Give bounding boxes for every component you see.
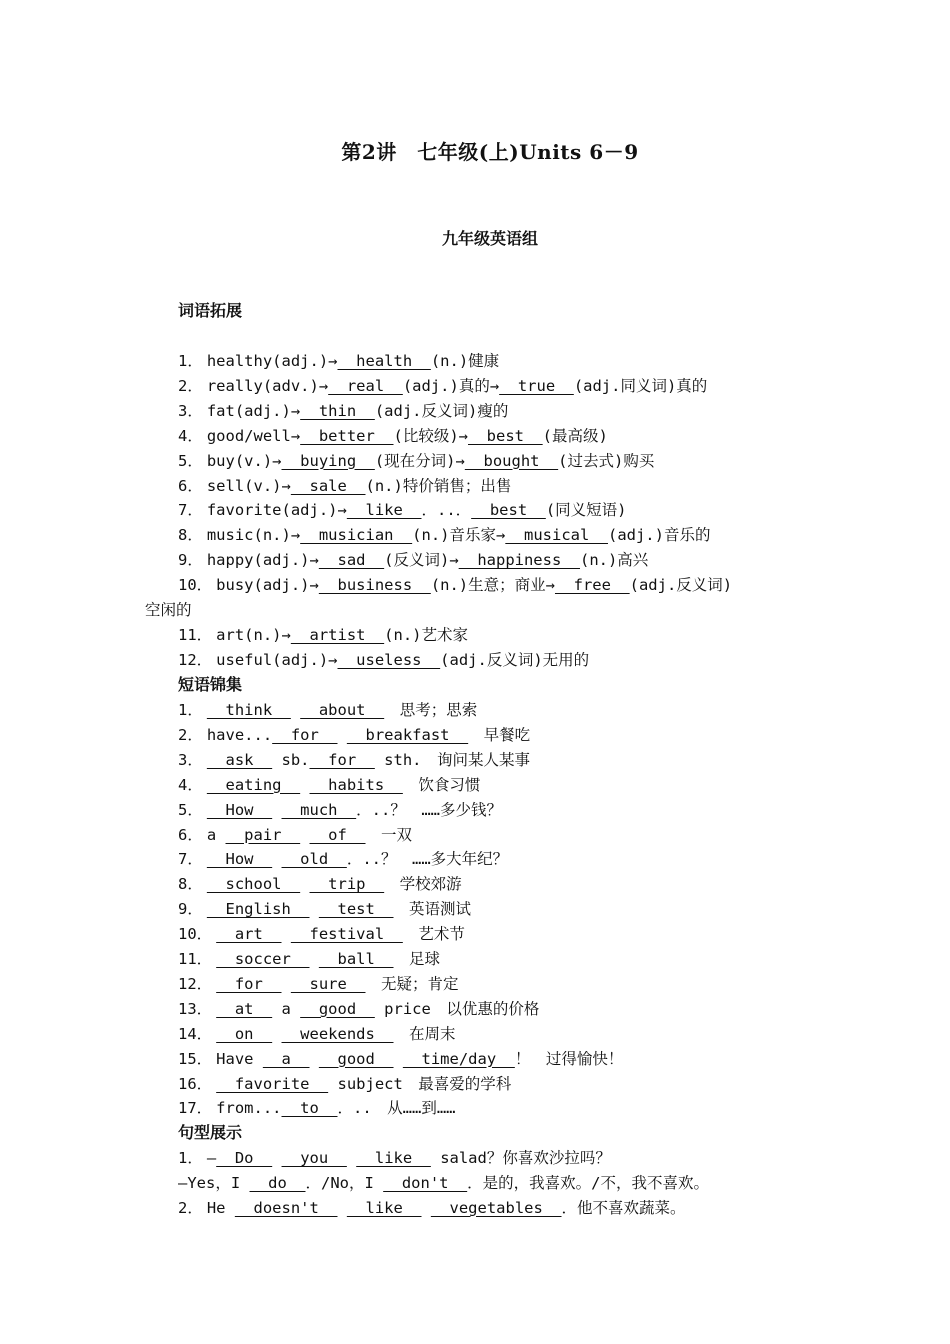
line-text: 学校郊游: [384, 875, 462, 894]
line-text: [272, 850, 281, 868]
line-text: have...: [206, 725, 273, 744]
line-text: [310, 900, 319, 918]
line-text: He: [206, 1198, 235, 1217]
answer-blank: best: [468, 426, 543, 445]
answer-blank: good: [300, 999, 375, 1018]
line-text: busy(adj.)→: [216, 576, 319, 595]
item-number: 12．: [178, 974, 213, 993]
answer-blank: old: [281, 850, 347, 869]
answer-blank: for: [216, 974, 282, 993]
words-line: [178, 476, 511, 496]
section-heading-phrases: 短语锦集: [178, 675, 243, 694]
phrases-line: [178, 899, 471, 919]
answer-blank: soccer: [216, 950, 310, 968]
item-number: 12．: [178, 650, 213, 669]
answer-blank: better: [300, 426, 394, 445]
answer-blank: to: [281, 1099, 338, 1118]
answer-blank: ask: [206, 750, 273, 769]
item-number: 9．: [178, 900, 203, 919]
answer-blank: much: [281, 800, 357, 819]
line-text: (现在分词)→: [374, 451, 465, 470]
words-line: [145, 600, 192, 620]
item-number: 13．: [178, 999, 213, 1018]
line-text: 饮食习惯: [402, 775, 481, 794]
item-number: 3．: [178, 401, 203, 420]
line-text: 艺术节: [402, 925, 465, 944]
sentences-line: [178, 1198, 686, 1218]
phrases-line: [178, 800, 502, 820]
line-text: [422, 1199, 431, 1217]
answer-blank: like: [356, 1149, 431, 1167]
line-text: [272, 1149, 281, 1167]
answer-blank: true: [499, 376, 574, 395]
answer-blank: sad: [318, 551, 385, 570]
answer-blank: of: [309, 825, 366, 844]
answer-blank: free: [554, 576, 630, 595]
line-text: 一双: [365, 825, 413, 844]
phrases-line: [178, 700, 477, 720]
item-number: 7．: [178, 501, 203, 520]
answer-blank: like: [346, 1198, 422, 1217]
item-number: 1．: [178, 701, 203, 719]
line-text: (n.)艺术家: [384, 625, 468, 644]
answer-blank: sale: [290, 476, 366, 495]
item-number: 8．: [178, 526, 203, 545]
line-text: [338, 1199, 347, 1217]
item-number: 11．: [178, 625, 213, 644]
line-text: (反义词)→: [384, 551, 459, 570]
answer-blank: bought: [464, 451, 559, 470]
answer-blank: eating: [206, 775, 301, 794]
line-text: sb.: [272, 750, 310, 769]
item-number: 3．: [178, 750, 203, 769]
answer-blank: artist: [290, 625, 385, 644]
line-text: (最高级): [542, 426, 608, 445]
line-text: (过去式)购买: [558, 451, 655, 470]
line-text: (adj.反义词)瘦的: [374, 401, 509, 420]
line-text: [282, 975, 291, 993]
line-text: ．/No，I: [305, 1173, 384, 1192]
line-text: ．..．: [421, 501, 472, 520]
phrases-line: [178, 1098, 456, 1118]
answer-blank: real: [328, 376, 403, 395]
line-text: art(n.)→: [216, 625, 291, 644]
line-text: [300, 875, 309, 893]
answer-blank: health: [337, 352, 431, 370]
phrases-line: [178, 725, 530, 745]
item-number: 10．: [178, 925, 213, 944]
item-number: 2．: [178, 376, 203, 395]
answer-blank: happiness: [458, 551, 580, 570]
line-text: healthy(adj.)→: [206, 352, 338, 370]
line-text: [272, 1025, 281, 1043]
line-text: sth. 询问某人某事: [374, 750, 530, 769]
words-line: [178, 650, 589, 670]
line-text: [347, 1149, 356, 1167]
line-text: 足球: [393, 950, 441, 968]
answer-blank: don't: [383, 1173, 468, 1192]
line-text: (adj.反义词)无用的: [440, 650, 590, 669]
answer-blank: pair: [225, 825, 301, 844]
phrases-line: [178, 775, 480, 795]
answer-blank: useless: [337, 650, 441, 669]
line-text: (同义短语): [545, 501, 627, 520]
line-text: 思考；思索: [384, 701, 478, 719]
line-text: a: [272, 999, 301, 1018]
line-text: good/well→: [206, 426, 301, 445]
answer-blank: thin: [300, 401, 375, 420]
line-text: (n.)生意；商业→: [430, 576, 555, 595]
line-text: (n.)高兴: [579, 551, 649, 570]
phrases-line: [178, 750, 530, 770]
line-text: (n.)音乐家→: [412, 526, 506, 545]
answer-blank: trip: [309, 875, 385, 894]
section-heading-sentences: 句型展示: [178, 1123, 243, 1142]
answer-blank: best: [471, 501, 546, 520]
line-text: (n.)特价销售；出售: [365, 476, 512, 495]
line-text: 空闲的: [145, 601, 192, 619]
line-text: subject 最喜爱的学科: [328, 1074, 512, 1093]
answer-blank: time/day: [402, 1049, 515, 1068]
page-title: 第2讲 七年级(上)Units 6－9: [341, 140, 639, 164]
answer-blank: habits: [309, 775, 403, 794]
words-line: [178, 451, 654, 471]
answer-blank: buying: [281, 451, 375, 470]
item-number: 4．: [178, 775, 203, 794]
answer-blank: musical: [505, 526, 608, 545]
answer-blank: vegetables: [430, 1198, 562, 1217]
words-line: [178, 500, 626, 520]
phrases-line: [178, 1049, 623, 1069]
line-text: 无疑；肯定: [365, 974, 459, 993]
answer-blank: do: [249, 1173, 306, 1192]
line-text: ！ 过得愉快！: [514, 1049, 624, 1068]
item-number: 17．: [178, 1099, 213, 1118]
line-text: [310, 950, 319, 968]
answer-blank: doesn't: [234, 1198, 338, 1217]
line-text: Have: [216, 1049, 263, 1068]
line-text: (adj.反义词): [629, 576, 733, 595]
answer-blank: ball: [318, 950, 394, 968]
item-number: 1．: [178, 352, 203, 370]
answer-blank: think: [206, 701, 291, 719]
page-subtitle: 九年级英语组: [441, 229, 538, 248]
line-text: ．是的，我喜欢。/不，我不喜欢。: [467, 1173, 710, 1192]
sentences-line: [178, 1148, 611, 1168]
line-text: 早餐吃: [468, 725, 531, 744]
line-text: —: [206, 1149, 217, 1167]
item-number: 2．: [178, 1198, 203, 1217]
answer-blank: on: [216, 1024, 273, 1043]
line-text: really(adv.)→: [206, 376, 329, 395]
line-text: a: [206, 825, 226, 844]
phrases-line: [178, 999, 539, 1019]
words-line: [178, 351, 499, 371]
answer-blank: for: [309, 750, 375, 769]
line-text: fat(adj.)→: [206, 401, 301, 420]
answer-blank: How: [206, 800, 273, 819]
answer-blank: musician: [300, 526, 413, 545]
phrases-line: [178, 849, 508, 869]
answer-blank: English: [206, 900, 310, 919]
phrases-line: [178, 874, 462, 894]
line-text: (adj.)真的→: [402, 376, 500, 395]
answer-blank: like: [346, 501, 422, 520]
line-text: (adj.同义词)真的: [573, 376, 708, 395]
item-number: 10．: [178, 576, 213, 595]
item-number: 15．: [178, 1049, 213, 1068]
item-number: 6．: [178, 825, 203, 844]
line-text: [394, 1050, 403, 1068]
item-number: 2．: [178, 725, 203, 744]
words-line: [178, 550, 648, 570]
line-text: ．他不喜欢蔬菜。: [561, 1198, 686, 1217]
item-number: 1．: [178, 1149, 203, 1167]
line-text: [291, 701, 300, 719]
answer-blank: for: [272, 725, 338, 744]
line-text: favorite(adj.)→: [206, 501, 347, 520]
line-text: (n.)健康: [430, 352, 500, 370]
answer-blank: art: [216, 925, 282, 944]
answer-blank: you: [281, 1149, 347, 1167]
answer-blank: weekends: [281, 1024, 394, 1043]
line-text: [310, 1050, 319, 1068]
line-text: price 以优惠的价格: [374, 999, 540, 1018]
section-heading-words: 词语拓展: [178, 301, 243, 320]
answer-blank: business: [318, 576, 431, 595]
words-line: [178, 376, 707, 396]
answer-blank: How: [206, 850, 273, 869]
item-number: 4．: [178, 426, 203, 445]
answer-blank: a: [262, 1049, 310, 1068]
line-text: (adj.)音乐的: [607, 526, 711, 545]
phrases-line: [178, 974, 459, 994]
line-text: (比较级)→: [393, 426, 468, 445]
line-text: salad？你喜欢沙拉吗？: [430, 1149, 611, 1167]
sentences-line: [178, 1173, 709, 1193]
item-number: 16．: [178, 1074, 213, 1093]
line-text: 在周末: [393, 1024, 456, 1043]
answer-blank: favorite: [216, 1074, 329, 1093]
line-text: —Yes，I: [178, 1173, 250, 1192]
line-text: happy(adj.)→: [206, 551, 319, 570]
words-line: [178, 426, 608, 446]
item-number: 7．: [178, 850, 203, 869]
answer-blank: at: [216, 999, 273, 1018]
answer-blank: sure: [290, 974, 366, 993]
line-text: useful(adj.)→: [216, 650, 338, 669]
answer-blank: good: [318, 1049, 394, 1068]
line-text: ．.. 从……到……: [337, 1099, 456, 1118]
item-number: 11．: [178, 950, 213, 968]
item-number: 9．: [178, 551, 203, 570]
line-text: [338, 726, 347, 744]
answer-blank: about: [300, 701, 385, 719]
phrases-line: [178, 825, 412, 845]
line-text: [282, 925, 291, 943]
words-line: [178, 525, 710, 545]
answer-blank: test: [318, 900, 394, 919]
line-text: from...: [216, 1099, 282, 1118]
answer-blank: Do: [216, 1149, 273, 1167]
phrases-line: [178, 924, 465, 944]
line-text: [272, 801, 281, 819]
line-text: [300, 776, 309, 794]
line-text: music(n.)→: [206, 526, 301, 545]
line-text: buy(v.)→: [206, 451, 282, 470]
words-line: [178, 401, 508, 421]
phrases-line: [178, 1024, 456, 1044]
line-text: 英语测试: [393, 900, 472, 919]
line-text: ．..？ ……多大年纪？: [346, 850, 509, 869]
item-number: 14．: [178, 1024, 213, 1043]
phrases-line: [178, 1074, 511, 1094]
answer-blank: school: [206, 875, 301, 894]
answer-blank: festival: [290, 925, 403, 944]
item-number: 8．: [178, 875, 203, 894]
words-line: [178, 625, 468, 645]
line-text: [300, 826, 309, 844]
item-number: 5．: [178, 451, 203, 470]
item-number: 6．: [178, 476, 203, 495]
phrases-line: [178, 949, 440, 969]
item-number: 5．: [178, 800, 203, 819]
line-text: sell(v.)→: [206, 476, 291, 495]
answer-blank: breakfast: [346, 725, 469, 744]
words-line: [178, 575, 732, 595]
line-text: ．..？ ……多少钱？: [356, 800, 502, 819]
